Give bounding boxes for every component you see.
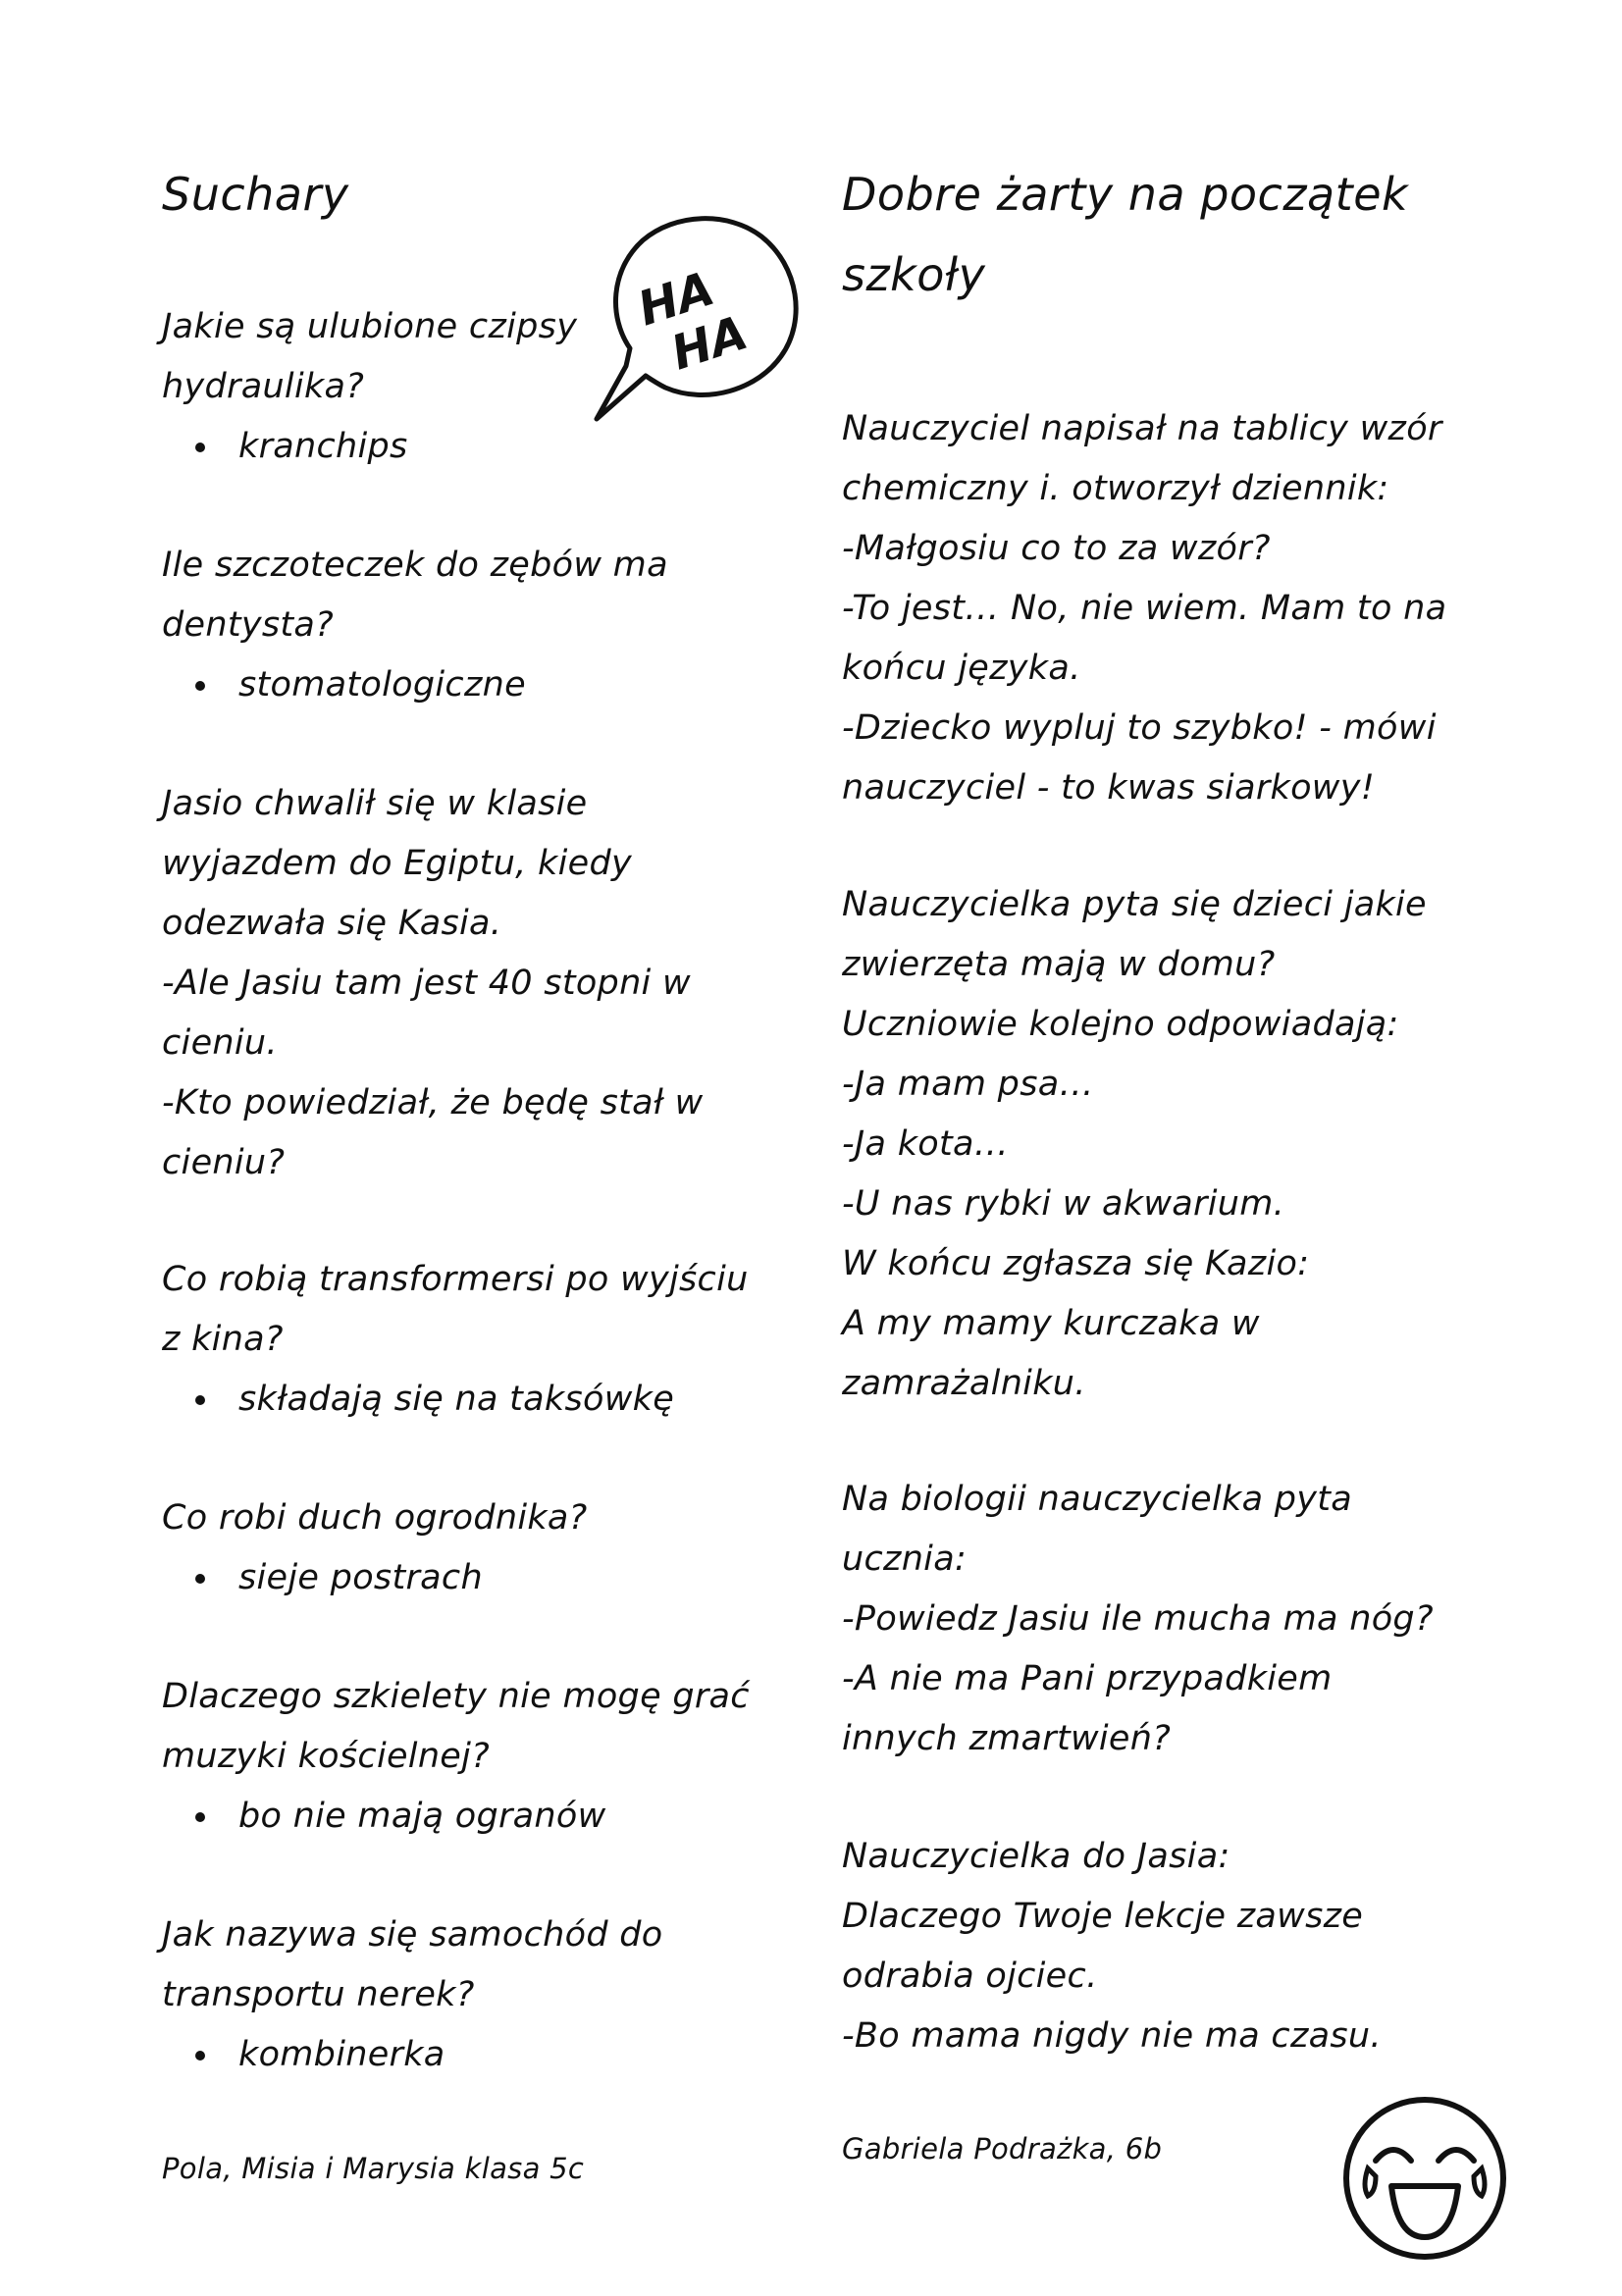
joke-line: Nauczycielka pyta się dzieci jakie	[842, 885, 1427, 924]
joke-answer: stomatologiczne	[162, 655, 668, 715]
joke-answer: sieje postrach	[162, 1548, 588, 1608]
joke-line: hydraulika?	[162, 367, 365, 406]
joke-line: zamrażalniku.	[842, 1364, 1086, 1403]
right-title	[842, 154, 1470, 315]
joke-10	[842, 1470, 1434, 1769]
right-title-line: szkoły	[842, 248, 986, 301]
joke-line: końcu języka.	[842, 649, 1081, 688]
joke-line: Dlaczego Twoje lekcje zawsze	[842, 1897, 1364, 1936]
joke-line: cieniu?	[162, 1143, 286, 1182]
joke-line: chemiczny i. otworzył dziennik:	[842, 469, 1389, 508]
joke-line: Jasio chwalił się w klasie	[162, 784, 588, 823]
joke-6	[162, 1667, 750, 1847]
joke-line: transportu nerek?	[162, 1975, 475, 2014]
joke-line: W końcu zgłasza się Kazio:	[842, 1244, 1310, 1283]
right-title-line: Dobre żarty na początek	[842, 168, 1409, 221]
joke-line: odrabia ojciec.	[842, 1957, 1098, 1996]
left-title: Suchary	[162, 168, 349, 221]
right-signature: Gabriela Podrażka, 6b	[842, 2132, 1163, 2166]
joke-line: Nauczycielka do Jasia:	[842, 1837, 1230, 1876]
joke-line: muzyki kościelnej?	[162, 1737, 491, 1776]
laughing-emoji-icon	[1336, 2090, 1513, 2267]
joke-line: Nauczyciel napisał na tablicy wzór	[842, 409, 1442, 448]
joke-line: -Powiedz Jasiu ile mucha ma nóg?	[842, 1599, 1434, 1639]
joke-line: -Małgosiu co to za wzór?	[842, 529, 1271, 568]
joke-11	[842, 1827, 1382, 2066]
joke-5	[162, 1488, 588, 1608]
bubble-text: HA	[664, 305, 755, 382]
joke-8	[842, 399, 1446, 818]
joke-line: -Bo mama nigdy nie ma czasu.	[842, 2016, 1382, 2056]
joke-line: -Ja kota…	[842, 1124, 1010, 1164]
joke-line: wyjazdem do Egiptu, kiedy	[162, 844, 632, 883]
joke-line: -Kto powiedział, że będę stał w	[162, 1083, 704, 1122]
joke-line: A my mamy kurczaka w	[842, 1304, 1260, 1343]
left-signature: Pola, Misia i Marysia klasa 5c	[162, 2152, 585, 2185]
joke-answer: bo nie mają ogranów	[162, 1787, 750, 1847]
joke-line: Co robią transformersi po wyjściu	[162, 1260, 749, 1299]
joke-7	[162, 1905, 663, 2085]
joke-line: z kina?	[162, 1320, 284, 1359]
joke-line: zwierzęta mają w domu?	[842, 945, 1276, 984]
joke-line: nauczyciel - to kwas siarkowy!	[842, 768, 1376, 808]
joke-line: Uczniowie kolejno odpowiadają:	[842, 1005, 1399, 1044]
joke-line: innych zmartwień?	[842, 1719, 1172, 1758]
joke-line: ucznia:	[842, 1539, 968, 1579]
joke-line: Dlaczego szkielety nie mogę grać	[162, 1677, 750, 1716]
joke-answer: kranchips	[162, 417, 577, 477]
joke-line: -Dziecko wypluj to szybko! - mówi	[842, 708, 1437, 748]
joke-line: cieniu.	[162, 1023, 278, 1063]
joke-line: -A nie ma Pani przypadkiem	[842, 1659, 1333, 1698]
joke-line: Jak nazywa się samochód do	[162, 1915, 663, 1955]
joke-9	[842, 875, 1427, 1414]
joke-3	[162, 774, 704, 1193]
joke-4	[162, 1250, 749, 1430]
joke-line: -U nas rybki w akwarium.	[842, 1184, 1285, 1224]
joke-1	[162, 297, 577, 477]
joke-line: odezwała się Kasia.	[162, 904, 502, 943]
joke-line: Na biologii nauczycielka pyta	[842, 1480, 1353, 1519]
joke-line: -Ale Jasiu tam jest 40 stopni w	[162, 964, 691, 1003]
joke-line: Jakie są ulubione czipsy	[162, 307, 578, 346]
joke-line: -To jest… No, nie wiem. Mam to na	[842, 589, 1447, 628]
joke-line: -Ja mam psa…	[842, 1065, 1094, 1104]
bubble-text: HA	[631, 261, 721, 338]
joke-line: dentysta?	[162, 605, 335, 645]
haha-speech-bubble-icon	[589, 201, 814, 427]
joke-line: Ile szczoteczek do zębów ma	[162, 546, 668, 585]
joke-answer: kombinerka	[162, 2025, 663, 2085]
joke-line: Co robi duch ogrodnika?	[162, 1498, 588, 1538]
joke-answer: składają się na taksówkę	[162, 1370, 749, 1430]
joke-2	[162, 536, 668, 715]
